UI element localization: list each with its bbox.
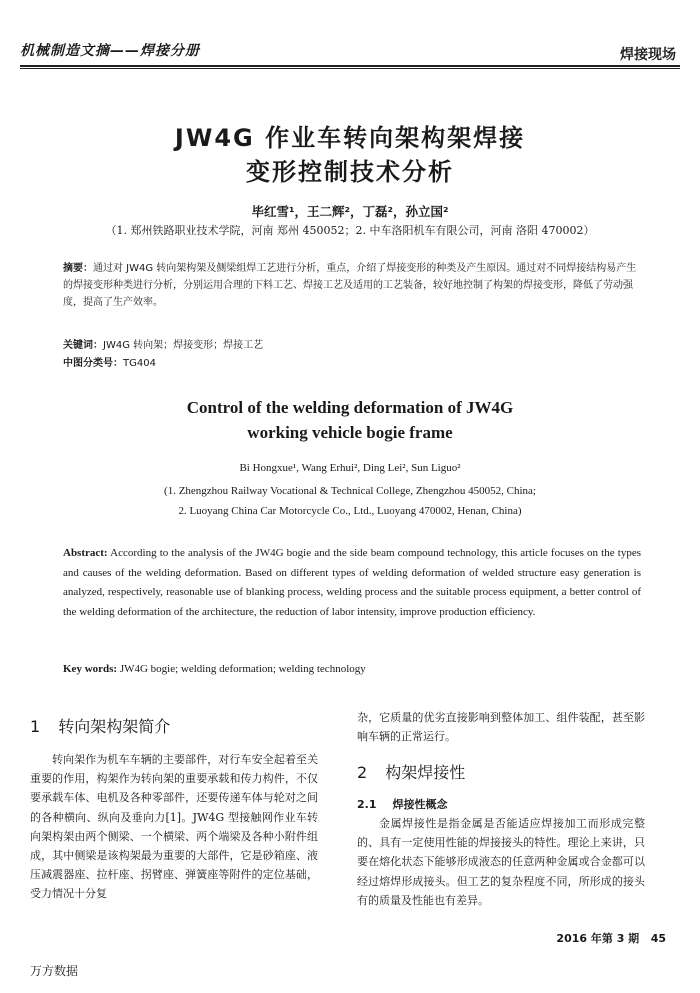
en-keywords-text: JW4G bogie; welding deformation; welding technology	[119, 663, 366, 675]
en-keywords	[63, 663, 641, 675]
section-2-heading	[357, 760, 465, 783]
watermark: 万方数据	[30, 964, 79, 978]
en-abstract-label: Abstract:	[63, 547, 108, 559]
subsection-2-1-heading	[357, 796, 448, 812]
en-title-line2: working vehicle bogie frame	[247, 423, 453, 442]
cn-title-line1: JW4G 作业车转向架构架焊接	[174, 124, 526, 152]
page-number: 45	[650, 932, 666, 945]
subsection-2-1-number: 2.1	[357, 798, 377, 811]
section-1-title: 转向架构架简介	[58, 717, 171, 736]
cn-keywords-label: 关键词：	[63, 340, 103, 351]
subsection-2-1-paragraph: 金属焊接性是指金属是否能适应焊接加工而形成完整的、具有一定使用性能的焊接接头的特性。理论上来讲，只要在熔化状态下能够形成液态的任意两种金属或合金都可以经过熔焊形成接头。但工艺的复杂程度不同，所形成的接头有的质量及性能也有差异。	[357, 817, 645, 907]
cn-clc-label: 中图分类号：	[63, 358, 123, 369]
section-2-number: 2	[357, 763, 368, 782]
subsection-2-1-body	[357, 814, 645, 910]
journal-name: 机械制造文摘——焊接分册	[20, 43, 200, 59]
en-keywords-label: Key words:	[63, 663, 118, 675]
cn-abstract-text: 通过对 JW4G 转向架构架及侧梁组焊工艺进行分析，重点，介绍了焊接变形的种类及产生原因。通过对不同焊接结构易产生的焊接变形种类进行分析，分别运用合理的下料工艺、焊接工艺及适用的工艺装备，较好地控制了构架的焊接变形，降低了劳动强度，提高了生产效率。	[63, 263, 637, 308]
cn-keywords-text: JW4G 转向架；焊接变形；焊接工艺	[103, 340, 264, 351]
cn-clc	[63, 354, 643, 369]
section-label: 焊接现场	[620, 47, 676, 63]
en-authors: Bi Hongxue¹, Wang Erhui², Ding Lei², Sun Liguo²	[239, 462, 461, 474]
cn-clc-text: TG404	[123, 358, 156, 369]
page-footer	[556, 930, 666, 946]
subsection-2-1-title: 焊接性概念	[392, 798, 448, 811]
section-1-heading	[30, 714, 170, 737]
continued-paragraph: 杂，它质量的优劣直接影响到整体加工、组件装配，甚至影响车辆的正常运行。	[357, 711, 645, 744]
en-title-line1: Control of the welding deformation of JW4G	[186, 398, 514, 417]
issue-label: 2016 年第 3 期	[556, 932, 640, 945]
cn-keywords	[63, 336, 643, 351]
cn-title-line2: 变形控制技术分析	[246, 158, 454, 186]
section-2-title: 构架焊接性	[385, 763, 466, 782]
en-abstract	[63, 544, 641, 622]
section-1-body	[30, 750, 318, 904]
cn-authors: 毕红雪¹，王二辉²，丁磊²，孙立国²	[251, 204, 449, 219]
en-affiliation-line1: (1. Zhengzhou Railway Vocational & Technical College, Zhengzhou 450052, China;	[164, 485, 536, 497]
en-abstract-text: According to the analysis of the JW4G bogie and the side beam compound technology, this article focuses on the types and causes of the welding deformation. Based on different types of welding deformation of welded structure easy generation is analyzed, respectively, reasonable use of blanking process, welding process and the suitable process equipment, a better control of the welding deformation of the architecture, the reduction of labor intensity, improve production efficiency.	[63, 547, 641, 618]
header-divider-thin	[20, 68, 680, 69]
section-1-paragraph: 转向架作为机车车辆的主要部件，对行车安全起着至关重要的作用，构架作为转向架的重要承载和传力构件，不仅要承载车体、电机及各种零部件，还要传递车体与轮对之间的各种横向、纵向及垂向力[1]。JW4G 型接触网作业车转向架构架由两个侧梁、一个横梁、两个端梁及各种小附件组成，其中侧梁是该构架最为重要的大部件，它是砂箱座、液压减震器座、拉杆座、拐臂座、弹簧座等附件的定位基础，受力情况十分复	[30, 753, 318, 901]
en-affiliation-line2: 2. Luoyang China Car Motorcycle Co., Ltd., Luoyang 470002, Henan, China)	[178, 505, 522, 517]
cn-abstract-label: 摘要：	[63, 263, 93, 274]
cn-affiliation: （1. 郑州铁路职业技术学院，河南 郑州 450052；2. 中车洛阳机车有限公司，河南 洛阳 470002）	[105, 224, 595, 237]
header-divider	[20, 65, 680, 67]
section-1-number: 1	[30, 717, 41, 736]
right-column-continuation	[357, 708, 645, 746]
cn-abstract	[63, 260, 643, 311]
